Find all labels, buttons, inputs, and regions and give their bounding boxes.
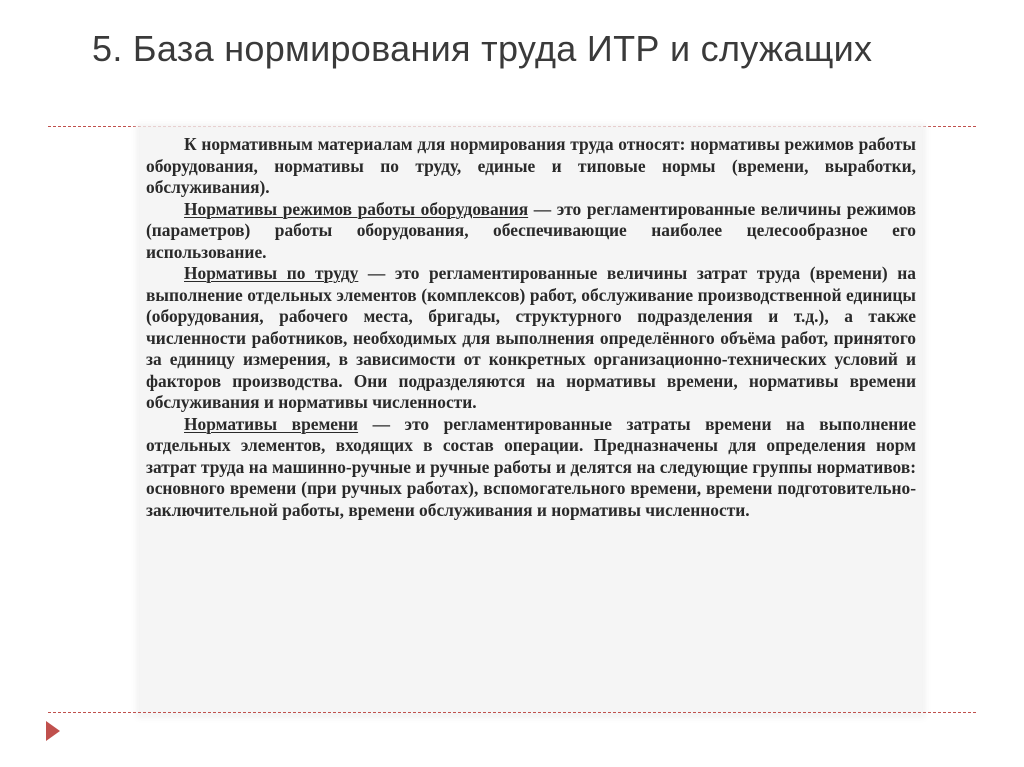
- paragraph-intro: К нормативным материалам для нормирования труда относят: нормативы режимов работы оборудования, нормативы по труду, единые и типовые нормы (времени, выработки, обслуживания).: [146, 134, 916, 197]
- paragraph-equipment-modes: [146, 199, 916, 264]
- paragraph-labor-norms: [146, 263, 916, 414]
- definition-time-norms: — это регламентированные затраты времени на выполнение отдельных элементов, входящих в состав операции. Предназначены для определения норм затрат труда на машинно-ручные и ручные работы и делятся на следующие группы нормативов: основного времени (при ручных работах), вспомогательного времени, времени подготовительно-заключительной работы, времени обслуживания и нормативы численности.: [146, 413, 917, 520]
- term-labor-norms: Нормативы по труду: [184, 263, 359, 283]
- bottom-divider: [48, 712, 976, 713]
- paragraph-time-norms: [146, 414, 916, 522]
- definition-equipment-modes: — это регламентированные величины режимов (параметров) работы оборудования, обеспечивающие наиболее целесообразное его использование.: [146, 198, 916, 262]
- term-equipment-modes: Нормативы режимов работы оборудования: [184, 198, 529, 219]
- slide-title: 5. База нормирования труда ИТР и служащих: [92, 28, 873, 69]
- term-time-norms: Нормативы времени: [184, 413, 359, 434]
- triangle-bullet-icon: [46, 721, 60, 741]
- top-divider: [48, 126, 976, 127]
- scanned-text-body: [146, 134, 916, 521]
- definition-labor-norms: — это регламентированные величины затрат труда (времени) на выполнение отдельных элементов (комплексов) работ, обслуживание производственной единицы (оборудования, рабочего места, бригады, структурного подразделения и т.д.), а также численности работников, необходимых для выполнения определённого объёма работ, принятого за единицу измерения, в зависимости от конкретных организационно-технических условий и факторов производства. Они подразделяются на нормативы времени, нормативы времени обслуживания и нормативы численности.: [146, 263, 916, 412]
